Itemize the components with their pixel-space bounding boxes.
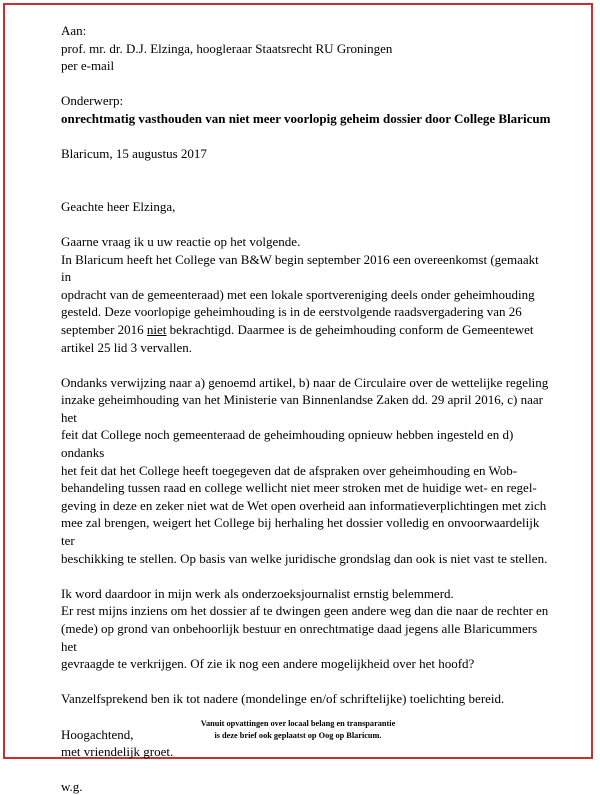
p1-line: gesteld. Deze voorlopige geheimhouding is in de eerstvolgende raadsvergadering van 26 [61,304,522,320]
letter-body [61,22,551,796]
subject-label: Onderwerp: [61,93,124,109]
signature: w.g. [61,779,83,795]
p1-line: In Blaricum heeft het College van B&W begin september 2016 een overeenkomst (gemaakt in [61,251,539,285]
paragraph-3 [61,585,551,673]
p2-line: het feit dat het College heeft toegegeven dat de afspraken over geheimhouding en Wob- [61,462,518,478]
p3-line: Ik word daardoor in mijn werk als onderzoeksjournalist ernstig belemmerd. [61,585,454,601]
p3-line: gevraagde te verkrijgen. Of zie ik nog een andere mogelijkheid over het hoofd? [61,656,475,672]
subject-text: onrechtmatig vasthouden van niet meer voorlopig geheim dossier door College Blaricum [61,110,551,126]
address-label: Aan: [61,23,87,38]
p1-line [61,321,551,339]
paragraph-4: Vanzelfsprekend ben ik tot nadere (mondelinge en/of schriftelijke) toelichting bereid. [61,691,505,707]
paragraph-1 [61,233,551,356]
p2-line: feit dat College noch gemeenteraad de geheimhouding opnieuw hebben ingesteld en d) ondanks [61,427,514,461]
salutation: Geachte heer Elzinga, [61,198,176,214]
p1-line5-end: bekrachtigd. Daarmee is de geheimhouding conform de Gemeentewet [166,321,534,337]
place-date: Blaricum, 15 augustus 2017 [61,146,207,162]
p2-line: mee zal brengen, weigert het College bij herhaling het dossier volledig en onvoorwaardelijk ter [61,515,540,549]
footer-line-1: Vanuit opvattingen over locaal belang en transparantie [200,719,396,728]
p2-line: Ondanks verwijzing naar a) genoemd artikel, b) naar de Circulaire over de wettelijke regeling [61,374,549,390]
p2-line: behandeling tussen raad en college wellicht niet meer stroken met de huidige wet- en regel- [61,480,537,496]
paragraph-2 [61,374,551,568]
recipient: prof. mr. dr. D.J. Elzinga, hoogleraar Staatsrecht RU Groningen [61,40,393,56]
p3-line: Er rest mijns inziens om het dossier af te dwingen geen andere weg dan die naar de rechter en [61,603,549,619]
p2-line: beschikking te stellen. Op basis van welke juridische grondslag dan ook is niet vast te stellen. [61,550,548,566]
closing-line-2: met vriendelijk groet. [61,744,174,760]
p2-line: inzake geheimhouding van het Ministerie van Binnenlandse Zaken dd. 29 april 2016, c) naar het [61,392,543,425]
emphasis-niet: niet [146,321,167,337]
footer-line-2: is deze brief ook geplaatst op Oog op Blaricum. [214,731,382,740]
p2-line: geving in deze en zeker niet wat de Wet open overheid aan informatieverplichtingen met zich [61,497,547,513]
p1-line: Gaarne vraag ik u uw reactie op het volgende. [61,233,301,249]
footer-note [0,718,596,742]
delivery-method: per e-mail [61,58,115,74]
p1-line5-start: september 2016 [61,321,147,337]
p3-line: (mede) op grond van onbehoorlijk bestuur en onrechtmatige daad jegens alle Blaricummers het [61,621,538,654]
p1-line: artikel 25 lid 3 vervallen. [61,339,193,355]
closing-line-1: Hoogachtend, [61,726,134,742]
p1-line: opdracht van de gemeenteraad) met een lokale sportvereniging deels onder geheimhouding [61,286,535,302]
